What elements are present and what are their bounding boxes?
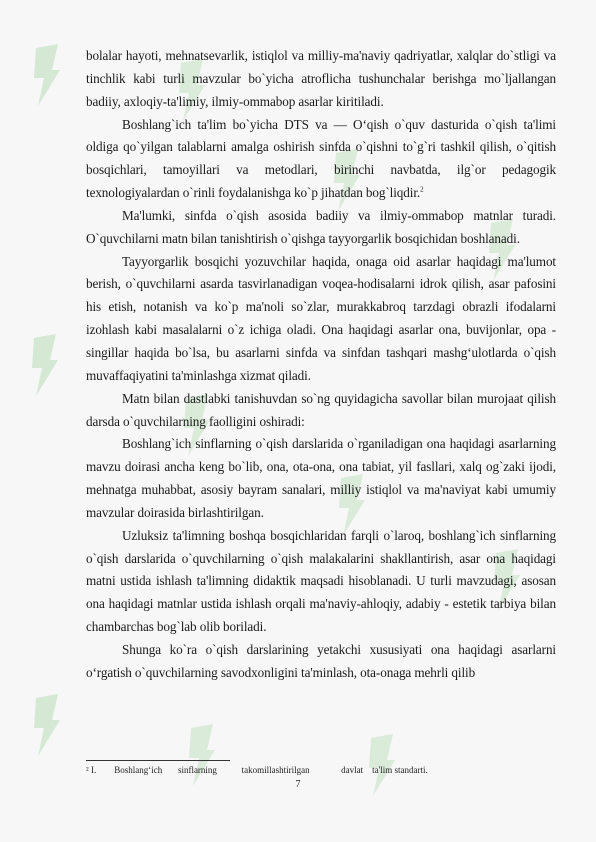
- watermark-logo: [28, 330, 62, 400]
- paragraph-text: Boshlang`ich ta'lim bo`yicha DTS va ― O‘qish o`quv dasturida o`qish ta'limi oldiga qo`yilgan talablarni amalga oshirish sinfda o`qishni to`g`ri tashkil qilish, o`qitish bosqichlari, tamoyillari va metodlari, birinchi navbatda, ilg`or pedagogik texnologiyalardan o`rinli foydalanishga ko`p jihatdan bog`liqdir.: [86, 116, 556, 201]
- footnote-marker: 2: [420, 185, 424, 194]
- footnote: ² I. Boshlang‘ich sinflarning takomillashtirilgan davlat ta'lim standarti.: [86, 765, 428, 775]
- body-text: [86, 45, 556, 685]
- paragraph-with-footnote: [86, 114, 556, 205]
- paragraph: Ma'lumki, sinfda o`qish asosida badiiy va ilmiy-ommabop matnlar turadi. O`quvchilarni matn bilan tanishtirish o`qishga tayyorgarlik bosqichidan boshlanadi.: [86, 207, 556, 246]
- watermark-logo: [30, 40, 64, 110]
- page-number: 7: [295, 779, 301, 790]
- paragraph: Shunga ko`ra o`qish darslarining yetakchi xususiyati ona haqidagi asarlarni o‘rgatish o`quvchilarning savodxonligini ta'minlash, ota-onaga mehrli qilib: [86, 641, 556, 680]
- footnote-divider: [86, 760, 230, 761]
- watermark-logo: [30, 690, 64, 760]
- paragraph: Tayyorgarlik bosqichi yozuvchilar haqida, onaga oid asarlar haqidagi ma'lumot berish, o`quvchilarni asarda tasvirlanadigan voqea-hodisalarni idrok qilish, asar pafosini his etish, notanish va ko`p ma'noli so`zlar, murakkabroq tarzdagi obrazli ifodalarni izohlash kabi masalalarni o`z ichiga oladi. Ona haqidagi asarlar ona, buvijonlar, opa - singillar haqida bo`lsa, bu asarlarni sinfda va sinfdan tashqari mashg‘ulotlarda o`qish muvaffaqiyatini ta'minlashga xizmat qiladi.: [86, 253, 556, 383]
- paragraph: bolalar hayoti, mehnatsevarlik, istiqlol va milliy-ma'naviy qadriyatlar, xalqlar do`stligi va tinchlik kabi turli mavzular bo`yicha atroflicha tushunchalar berishga mo`ljallangan badiiy, axloqiy-ta'limiy, ilmiy-ommabop asarlar kiritiladi.: [86, 48, 556, 109]
- paragraph: Uzluksiz ta'limning boshqa bosqichlaridan farqli o`laroq, boshlang`ich sinflarning o`qish darslarida o`quvchilarning o`qish malakalarini shakllantirish, asar ona haqidagi matni ustida ishlash ta'limning didaktik maqsadi hisoblanadi. U turli mavzudagi, asosan ona haqidagi matnlar ustida ishlash orqali ma'naviy-ahloqiy, adabiy - estetik tarbiya bilan chambarchas bog`lab olib boriladi.: [86, 527, 556, 635]
- paragraph: Boshlang`ich sinflarning o`qish darslarida o`rganiladigan ona haqidagi asarlarning mavzu doirasi ancha keng bo`lib, ona, ota-ona, ona tabiat, yil fasllari, xalq og`zaki ijodi, mehnatga muhabbat, asosiy bayram sanalari, milliy istiqlol va ma'naviyat kabi umumiy mavzular doirasida birlashtirilgan.: [86, 436, 556, 520]
- paragraph: Matn bilan dastlabki tanishuvdan so`ng quyidagicha savollar bilan murojaat qilish darsda o`quvchilarning faolligini oshiradi:: [86, 390, 556, 429]
